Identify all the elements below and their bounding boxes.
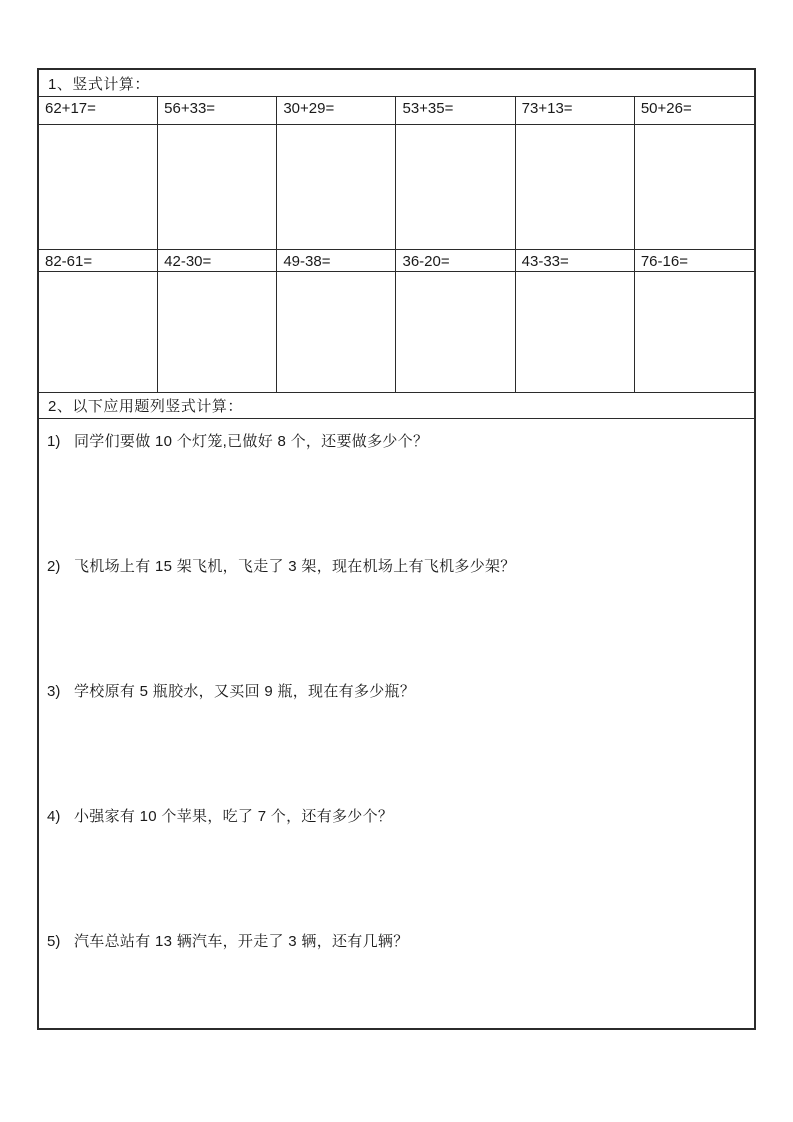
calc-problem-cell: 53+35=: [396, 97, 515, 125]
word-problem: [39, 806, 754, 931]
calc-problem-cell: 36-20=: [396, 250, 515, 272]
work-area-cell: [39, 125, 158, 250]
problem-text: 飞机场上有 15 架飞机，飞走了 3 架，现在机场上有飞机多少架？: [74, 558, 516, 575]
word-problem: [39, 431, 754, 556]
word-problem: [39, 931, 754, 1028]
work-area-cell: [635, 272, 754, 393]
work-area-cell: [396, 125, 515, 250]
problem-number: 2): [47, 558, 61, 575]
work-area-cell: [158, 272, 277, 393]
section1-title: 1、竖式计算：: [39, 70, 754, 97]
calc-problem-cell: 62+17=: [39, 97, 158, 125]
work-area-cell: [516, 125, 635, 250]
work-area-cell: [635, 125, 754, 250]
problem-text: 学校原有 5 瓶胶水，又买回 9 瓶，现在有多少瓶？: [74, 683, 416, 700]
problem-text: 同学们要做 10 个灯笼,已做好 8 个，还要做多少个？: [74, 433, 429, 450]
work-area-cell: [158, 125, 277, 250]
calc-problem-cell: 76-16=: [635, 250, 754, 272]
calc-problem-cell: 82-61=: [39, 250, 158, 272]
work-area-cell: [516, 272, 635, 393]
problem-number: 1): [47, 433, 61, 450]
calc-problem-cell: 30+29=: [277, 97, 396, 125]
word-problem: [39, 556, 754, 681]
problem-number: 3): [47, 683, 61, 700]
calc-problem-cell: 49-38=: [277, 250, 396, 272]
word-problem: [39, 681, 754, 806]
problem-text: 汽车总站有 13 辆汽车，开走了 3 辆，还有几辆？: [74, 933, 409, 950]
word-problems-area: [39, 419, 754, 1028]
calc-problem-cell: 42-30=: [158, 250, 277, 272]
problem-number: 5): [47, 933, 61, 950]
calc-problem-cell: 56+33=: [158, 97, 277, 125]
work-area-cell: [39, 272, 158, 393]
problem-number: 4): [47, 808, 61, 825]
work-area-cell: [277, 125, 396, 250]
worksheet-table: [37, 68, 756, 1030]
calc-problem-cell: 43-33=: [516, 250, 635, 272]
calc-problem-cell: 73+13=: [516, 97, 635, 125]
calc-problem-cell: 50+26=: [635, 97, 754, 125]
problem-text: 小强家有 10 个苹果，吃了 7 个，还有多少个？: [74, 808, 394, 825]
section2-title: 2、以下应用题列竖式计算：: [39, 393, 754, 419]
work-area-cell: [277, 272, 396, 393]
work-area-cell: [396, 272, 515, 393]
